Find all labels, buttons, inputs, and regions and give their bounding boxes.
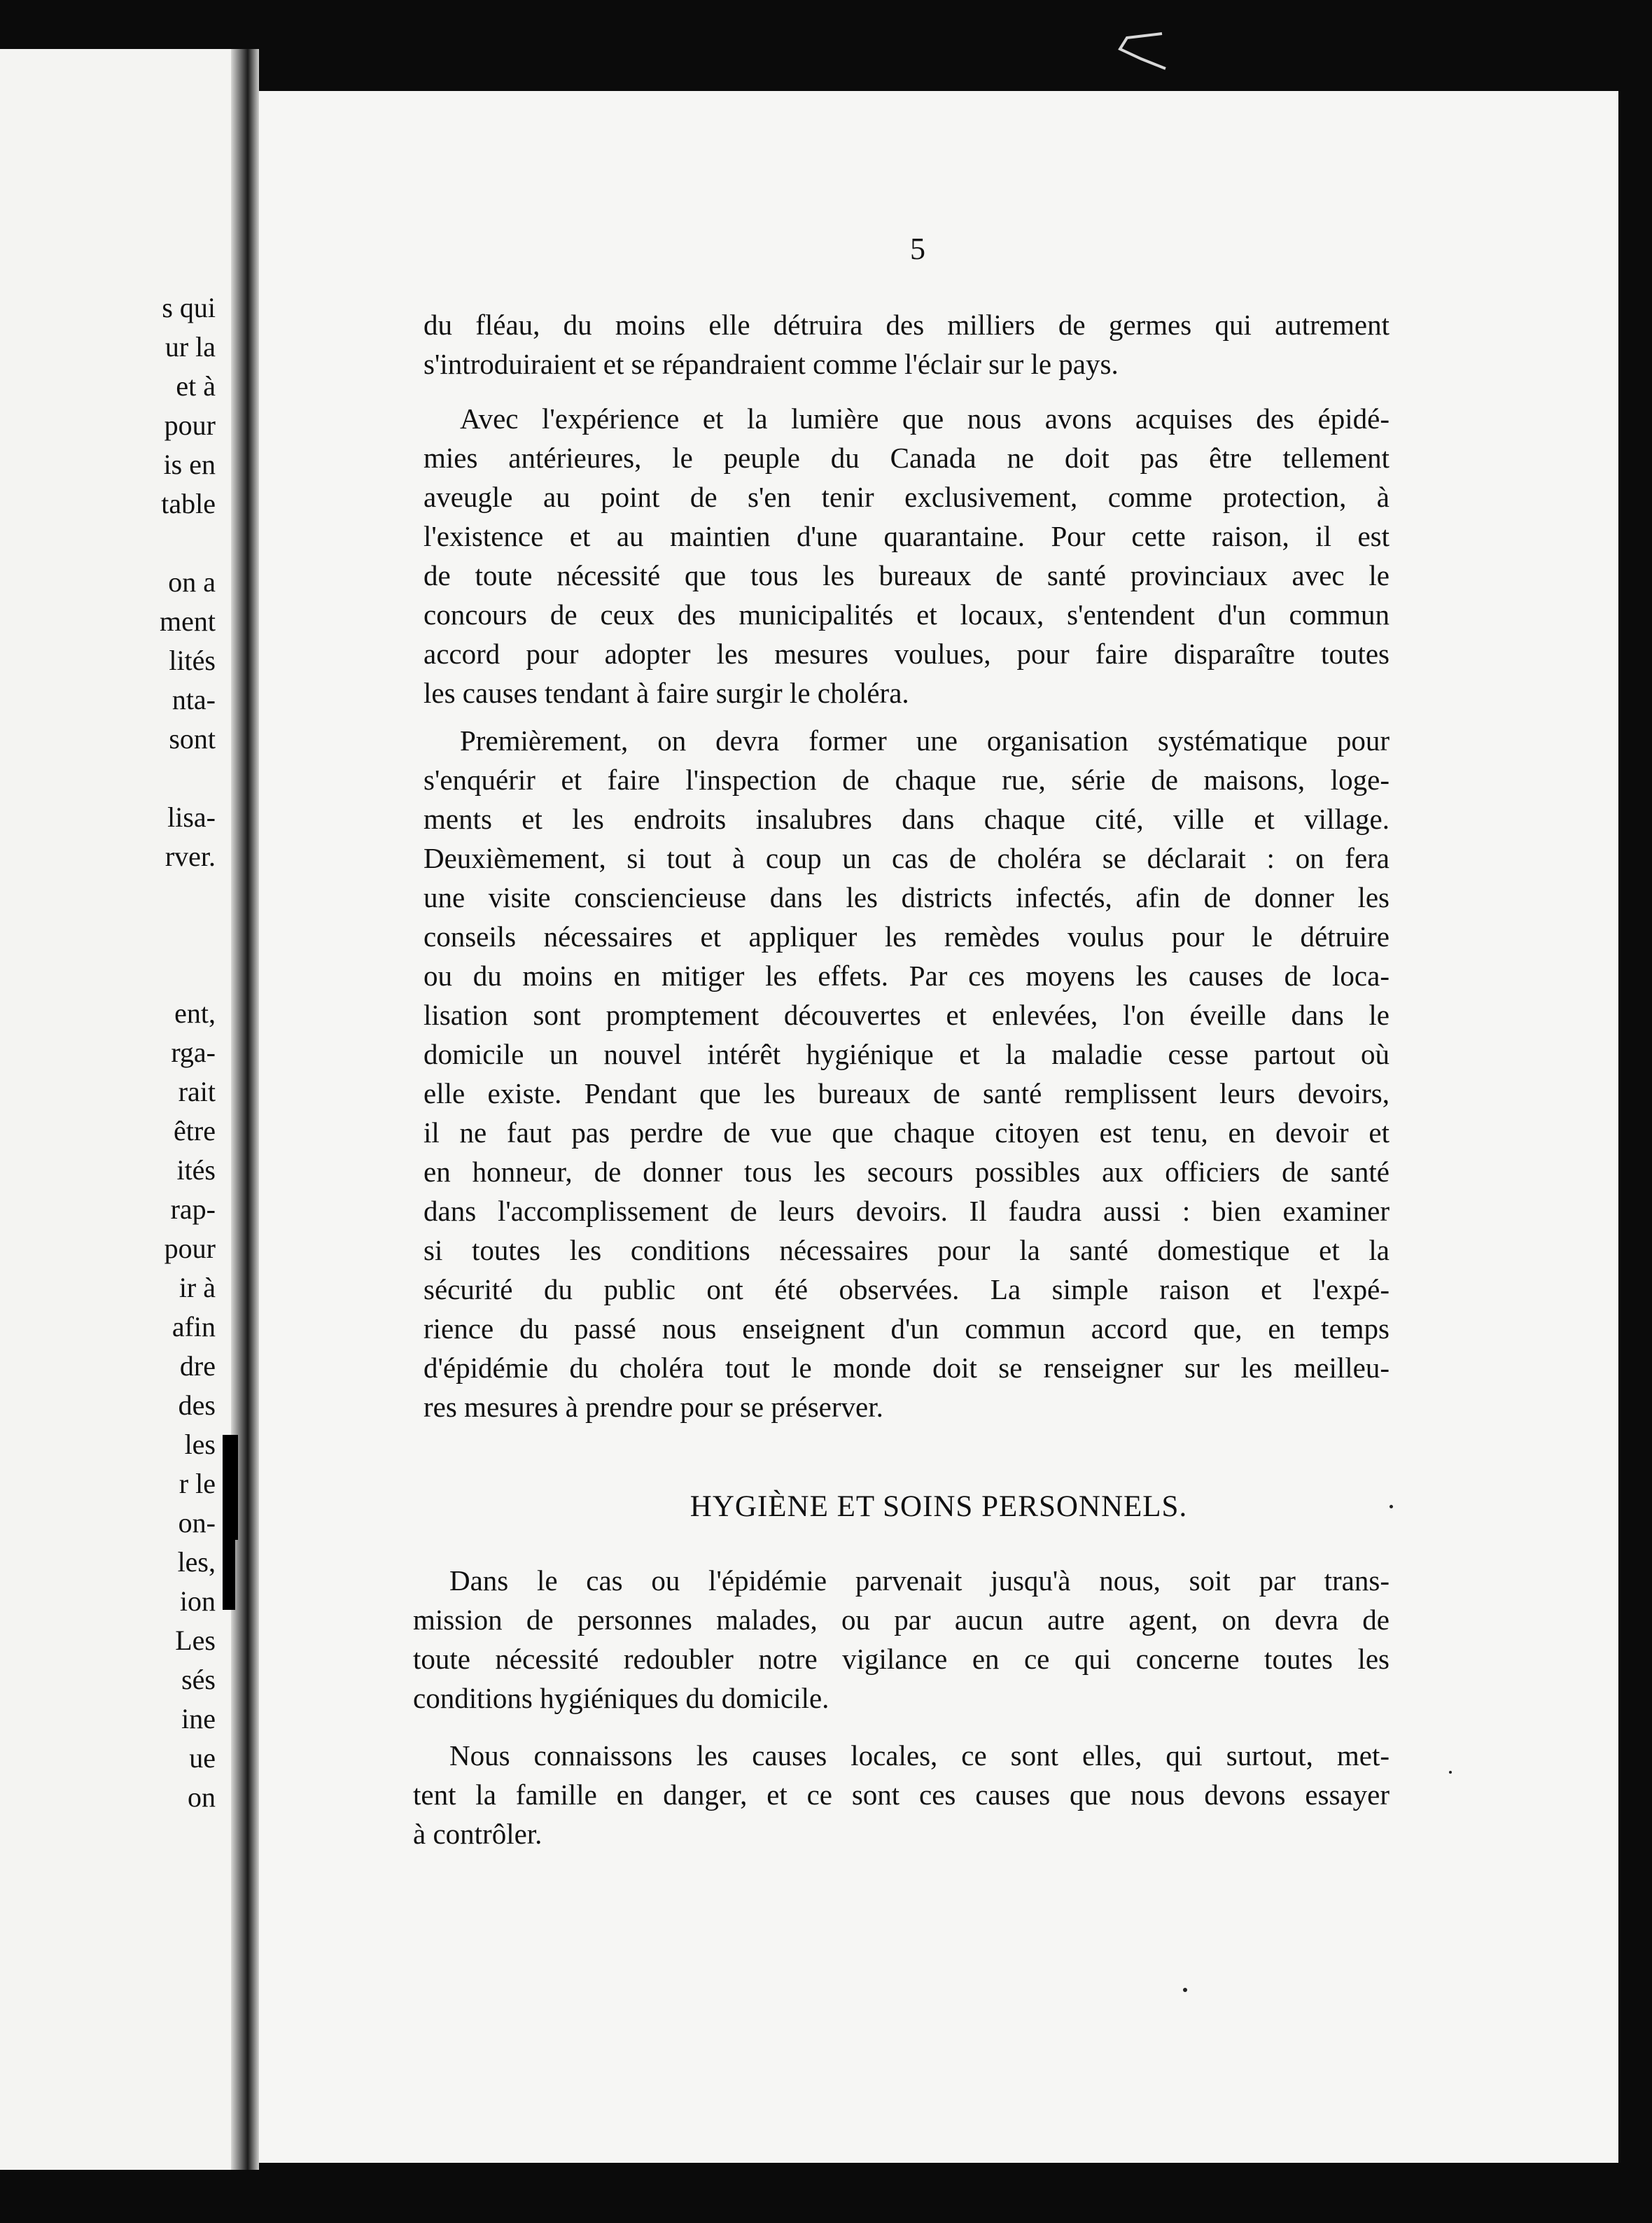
left-page-line-fragment: rait xyxy=(178,1076,216,1107)
left-page-line-fragment: rver. xyxy=(164,841,216,872)
scan-scratch-mark xyxy=(1113,28,1176,77)
text-line: il ne faut pas perdre de vue que chaque citoyen est tenu, en devoir et xyxy=(424,1116,1390,1149)
text-line: Nous connaissons les causes locales, ce sont elles, qui surtout, met- xyxy=(449,1739,1390,1772)
left-page-line-fragment: ion xyxy=(179,1585,216,1617)
binding-mark xyxy=(223,1435,238,1540)
left-page-line-fragment: des xyxy=(178,1389,216,1421)
text-line: les causes tendant à faire surgir le choléra. xyxy=(424,677,909,709)
left-page-line-fragment: ités xyxy=(176,1154,216,1186)
left-page-line-fragment: rap- xyxy=(170,1193,216,1225)
text-line: concours de ceux des municipalités et locaux, s'entendent d'un commun xyxy=(424,598,1390,631)
text-line: Avec l'expérience et la lumière que nous avons acquises des épidé- xyxy=(460,402,1390,435)
text-line: elle existe. Pendant que les bureaux de santé remplissent leurs devoirs, xyxy=(424,1077,1390,1109)
paragraph-5 xyxy=(413,1736,1390,1853)
text-line: de toute nécessité que tous les bureaux de santé provinciaux avec le xyxy=(424,559,1390,591)
text-line: domicile un nouvel intérêt hygiénique et la maladie cesse partout où xyxy=(424,1038,1390,1070)
left-page-line-fragment: table xyxy=(161,488,216,519)
text-line: accord pour adopter les mesures voulues, pour faire disparaître toutes xyxy=(424,638,1390,670)
text-line: aveugle au point de s'en tenir exclusivement, comme protection, à xyxy=(424,481,1390,513)
section-heading: HYGIÈNE ET SOINS PERSONNELS. xyxy=(690,1490,1188,1523)
paragraph-3 xyxy=(424,721,1390,1426)
left-page-line-fragment: ment xyxy=(160,605,216,637)
paragraph-1 xyxy=(424,305,1390,384)
text-line: l'existence et au maintien d'une quarantaine. Pour cette raison, il est xyxy=(424,520,1390,552)
left-page-line-fragment: ine xyxy=(181,1703,216,1734)
left-page-line-fragment: on- xyxy=(178,1507,216,1538)
text-line: à contrôler. xyxy=(413,1818,542,1850)
text-line: une visite consciencieuse dans les districts infectés, afin de donner les xyxy=(424,881,1390,913)
text-line: conditions hygiéniques du domicile. xyxy=(413,1682,830,1714)
text-line: d'épidémie du choléra tout le monde doit se renseigner sur les meilleu- xyxy=(424,1352,1390,1384)
left-page-line-fragment: pour xyxy=(164,409,216,441)
left-page-line-fragment: lités xyxy=(169,645,216,676)
left-page-line-fragment: et à xyxy=(176,370,216,402)
paper-speck xyxy=(1183,1988,1187,1992)
text-line: res mesures à prendre pour se préserver. xyxy=(424,1391,883,1423)
text-line: rience du passé nous enseignent d'un commun accord que, en temps xyxy=(424,1312,1390,1345)
right-page xyxy=(259,91,1618,2163)
text-line: ments et les endroits insalubres dans chaque cité, ville et village. xyxy=(424,803,1390,835)
paper-speck xyxy=(1449,1771,1452,1774)
page-number: 5 xyxy=(910,232,925,266)
left-page-line-fragment: pour xyxy=(164,1233,216,1264)
text-line: ou du moins en mitiger les effets. Par ces moyens les causes de loca- xyxy=(424,960,1390,992)
left-page-line-fragment: les xyxy=(184,1429,216,1460)
binding-mark xyxy=(223,1526,235,1610)
left-page-line-fragment: sés xyxy=(181,1664,216,1695)
left-page-line-fragment: lisa- xyxy=(167,801,216,833)
text-line: en honneur, de donner tous les secours possibles aux officiers de santé xyxy=(424,1156,1390,1188)
paragraph-4 xyxy=(413,1561,1390,1718)
text-line: Dans le cas ou l'épidémie parvenait jusqu'à nous, soit par trans- xyxy=(449,1564,1390,1597)
left-page-line-fragment: on xyxy=(188,1781,216,1813)
left-page-line-fragment: s qui xyxy=(162,292,216,323)
text-line: Deuxièmement, si tout à coup un cas de choléra se déclarait : on fera xyxy=(424,842,1390,874)
text-line: conseils nécessaires et appliquer les remèdes voulus pour le détruire xyxy=(424,920,1390,953)
left-page-line-fragment: ue xyxy=(189,1742,216,1774)
left-page-line-fragment: ur la xyxy=(164,331,216,363)
left-page-line-fragment: dre xyxy=(179,1350,216,1382)
left-page-line-fragment: ir à xyxy=(178,1272,216,1303)
left-page-line-fragment: is en xyxy=(163,449,216,480)
left-page-fragment xyxy=(0,49,231,2170)
left-page-line-fragment: sont xyxy=(169,723,216,755)
left-page-line-fragment: afin xyxy=(172,1311,216,1342)
text-line: si toutes les conditions nécessaires pour la santé domestique et la xyxy=(424,1234,1390,1266)
text-line: sécurité du public ont été observées. La simple raison et l'expé- xyxy=(424,1273,1390,1305)
text-line: dans l'accomplissement de leurs devoirs. Il faudra aussi : bien examiner xyxy=(424,1195,1390,1227)
text-line: toute nécessité redoubler notre vigilance en ce qui concerne toutes les xyxy=(413,1643,1390,1675)
text-line: mies antérieures, le peuple du Canada ne doit pas être tellement xyxy=(424,442,1390,474)
left-page-line-fragment: on a xyxy=(168,566,216,598)
paragraph-2 xyxy=(424,399,1390,713)
paper-speck xyxy=(1390,1505,1393,1508)
text-line: Premièrement, on devra former une organisation systématique pour xyxy=(460,724,1390,757)
text-line: lisation sont promptement découvertes et enlevées, l'on éveille dans le xyxy=(424,999,1390,1031)
text-line: tent la famille en danger, et ce sont ces causes que nous devons essayer xyxy=(413,1779,1390,1811)
left-page-line-fragment: nta- xyxy=(172,684,216,715)
left-page-line-fragment: rga- xyxy=(171,1037,216,1068)
text-line: du fléau, du moins elle détruira des milliers de germes qui autrement xyxy=(424,309,1390,341)
left-page-line-fragment: r le xyxy=(178,1468,216,1499)
book-gutter xyxy=(231,49,259,2170)
left-page-line-fragment: Les xyxy=(175,1625,216,1656)
text-line: s'enquérir et faire l'inspection de chaque rue, série de maisons, loge- xyxy=(424,764,1390,796)
left-page-line-fragment: les, xyxy=(177,1546,216,1578)
left-page-line-fragment: être xyxy=(174,1115,216,1146)
text-line: s'introduiraient et se répandraient comme l'éclair sur le pays. xyxy=(424,348,1119,380)
left-page-line-fragment: ent, xyxy=(174,997,216,1029)
text-line: mission de personnes malades, ou par aucun autre agent, on devra de xyxy=(413,1604,1390,1636)
